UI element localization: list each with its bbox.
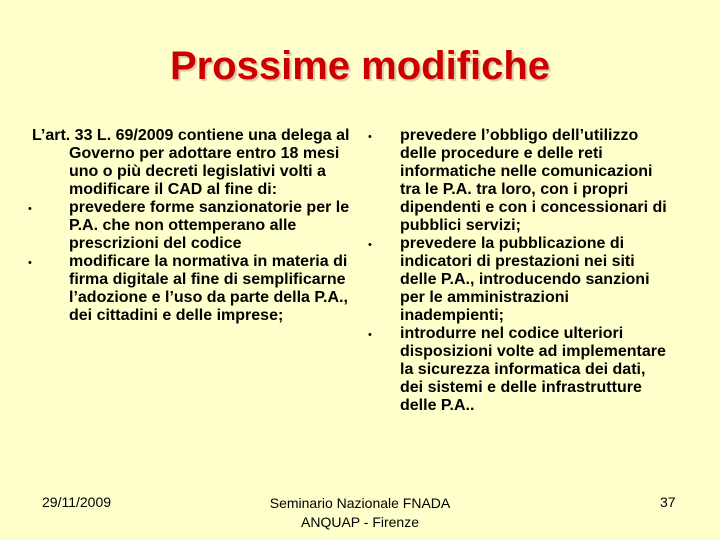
left-bullet-list	[28, 199, 350, 325]
list-item-text: prevedere forme sanzionatorie per le P.A. che non ottemperano alle prescrizioni del codice	[69, 199, 350, 252]
footer-event-line2: ANQUAP - Firenze	[301, 514, 419, 530]
list-item-text: prevedere la pubblicazione di indicatori di prestazioni nei siti delle P.A., introducendo sanzioni per le amministrazioni inadempienti;	[400, 235, 650, 324]
footer-event-line1: Seminario Nazionale FNADA	[269, 495, 451, 511]
left-column	[28, 127, 350, 325]
list-item	[368, 127, 672, 235]
right-bullet-list	[368, 127, 672, 415]
footer-event	[230, 494, 490, 532]
list-item	[28, 199, 350, 253]
list-item	[368, 325, 672, 415]
page-number: 37	[660, 494, 676, 510]
list-item-text: prevedere l’obbligo dell’utilizzo delle procedure e delle reti informatiche nelle comunicazioni tra le P.A. tra loro, con i propri dipendenti e con i concessionari di pubblici servizi;	[400, 127, 667, 234]
bullet-icon: •	[368, 329, 372, 341]
list-item	[28, 253, 350, 325]
bullet-icon: •	[28, 203, 32, 215]
right-column	[368, 127, 672, 415]
list-item	[368, 235, 672, 325]
list-item-text: introdurre nel codice ulteriori disposizioni volte ad implementare la sicurezza informatica dei dati, dei sistemi e delle infrastrutture delle P.A..	[400, 325, 666, 414]
bullet-icon: •	[28, 257, 32, 269]
bullet-icon: •	[368, 239, 372, 251]
intro-text: L’art. 33 L. 69/2009 contiene una delega al Governo per adottare entro 18 mesi uno o più decreti legislativi volti a modificare il CAD al fine di:	[32, 127, 350, 198]
list-item-text: modificare la normativa in materia di firma digitale al fine di semplificarne l’adozione e l’uso da parte della P.A., dei cittadini e delle imprese;	[69, 253, 348, 324]
slide-title: Prossime modifiche	[169, 44, 551, 88]
footer-date: 29/11/2009	[42, 494, 112, 510]
bullet-icon: •	[368, 131, 372, 143]
